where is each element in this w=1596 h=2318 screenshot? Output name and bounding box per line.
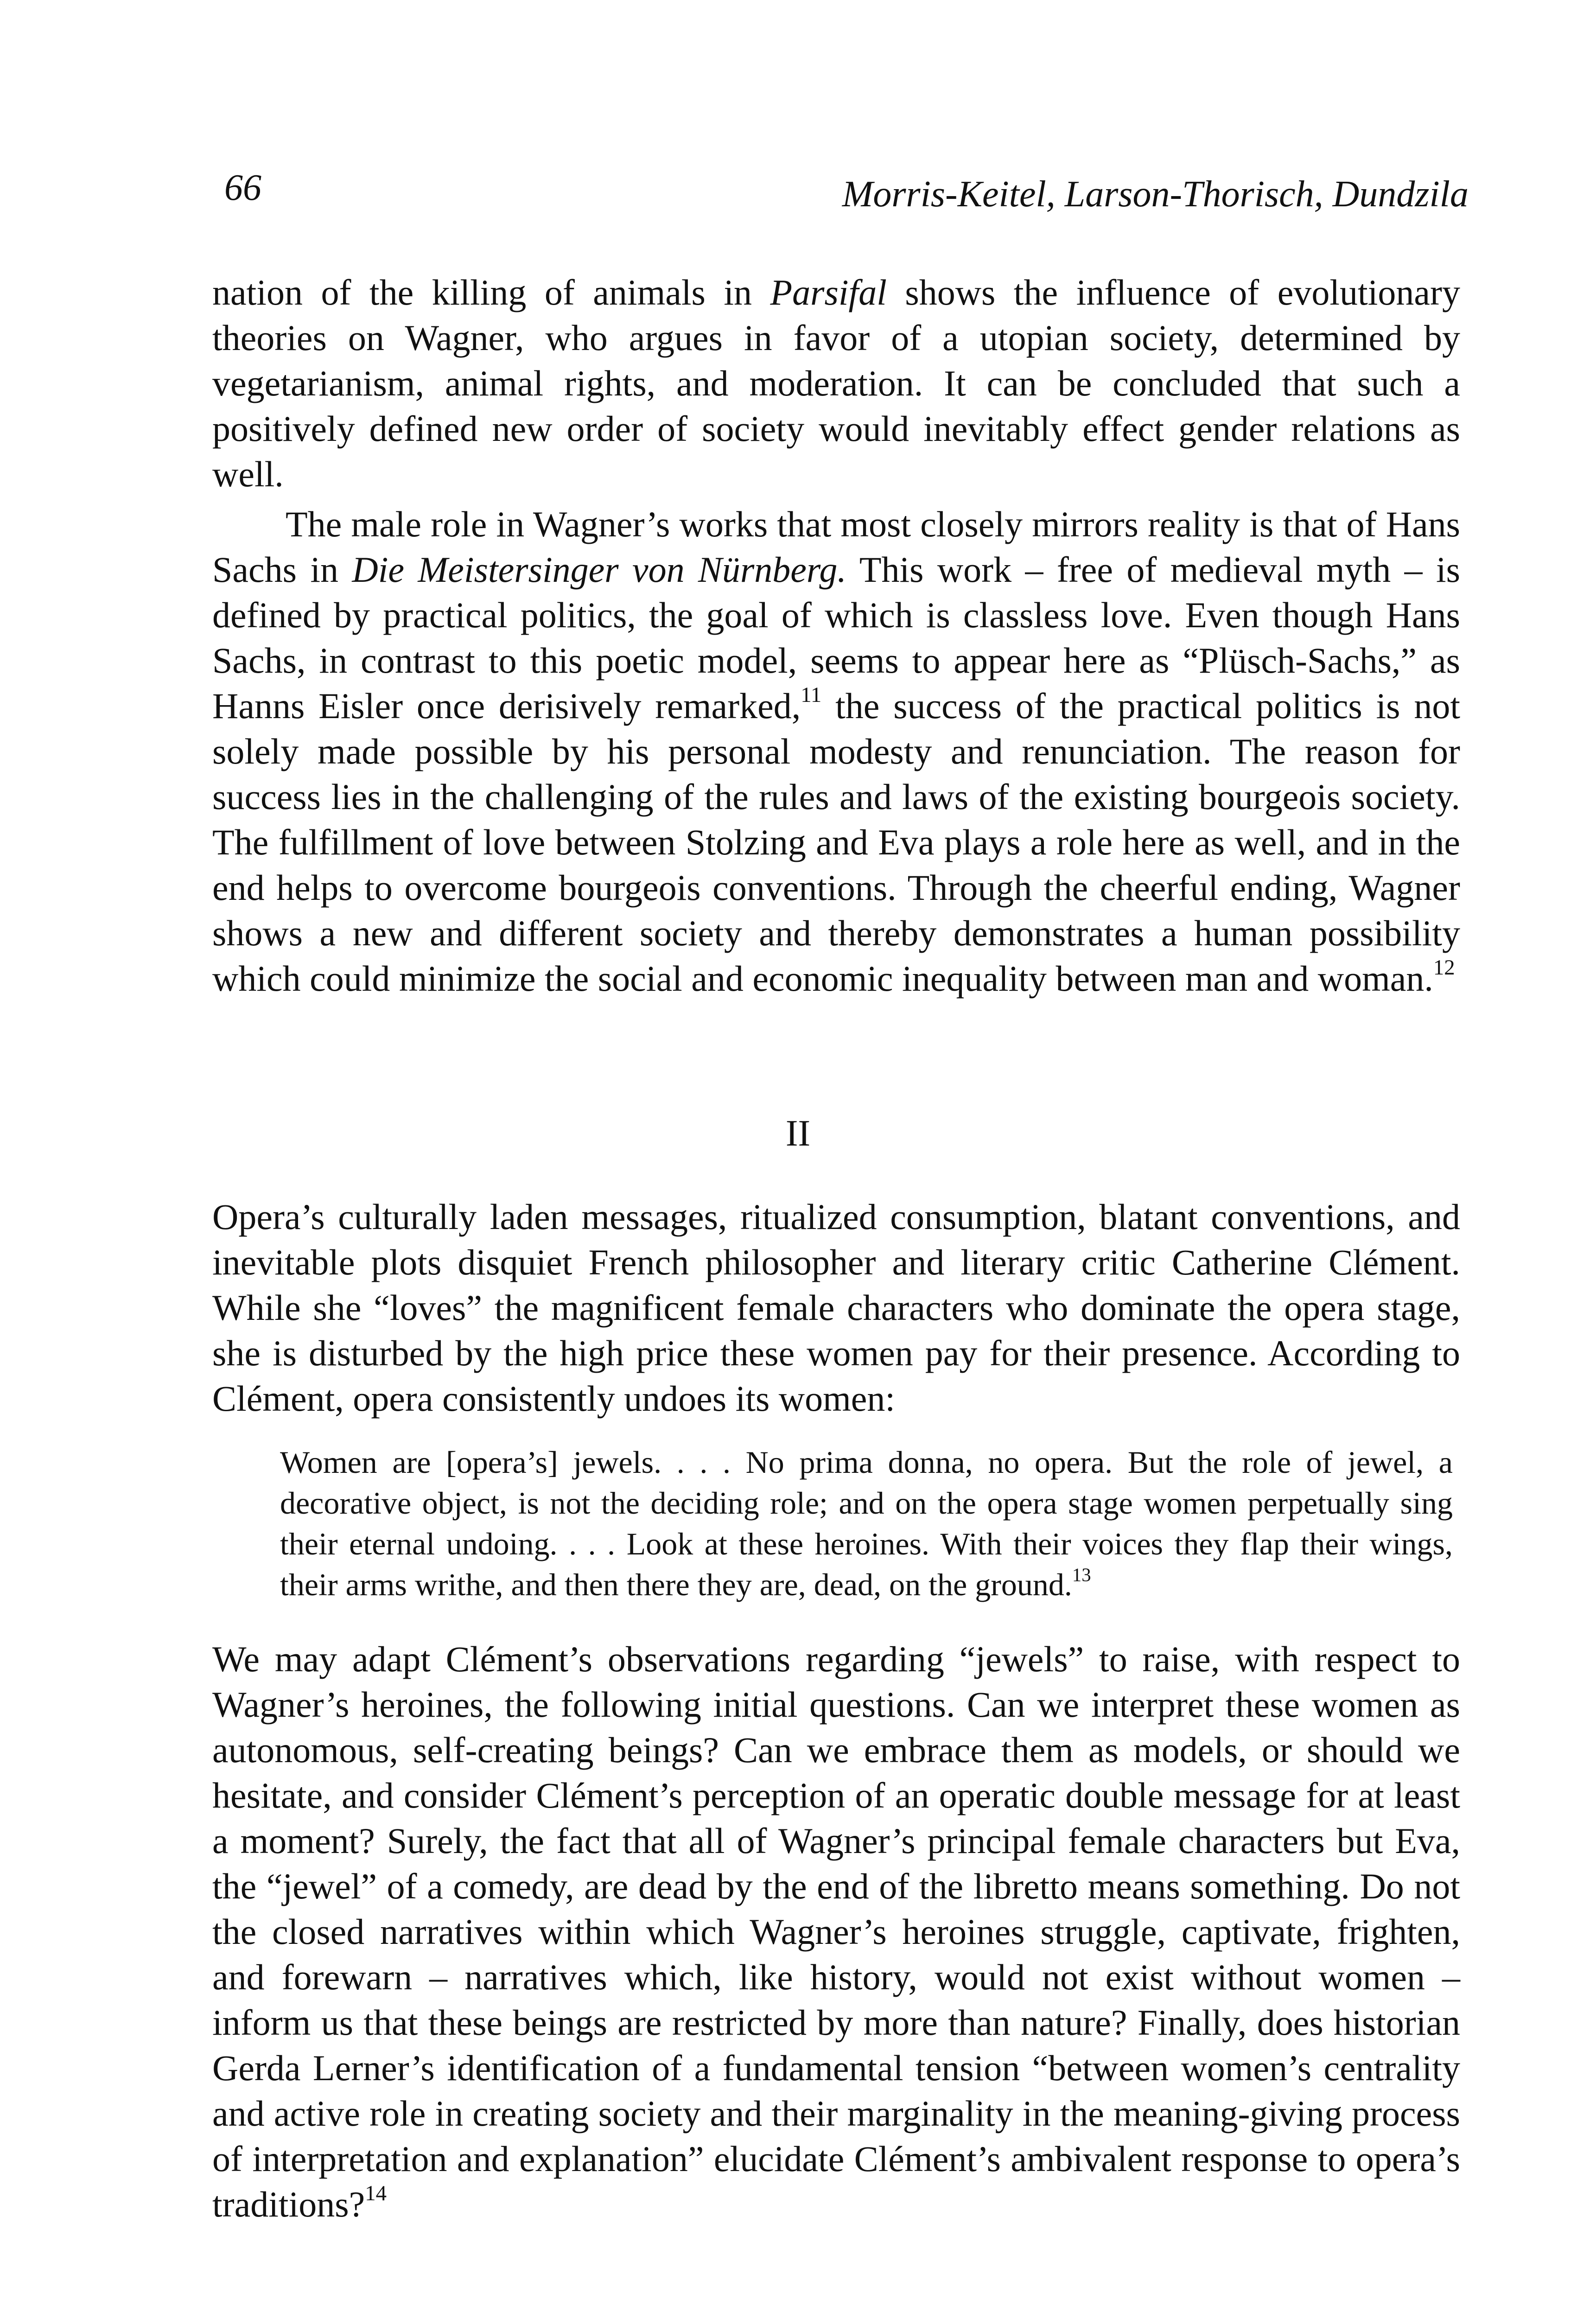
footnote-ref-13: 13 <box>1072 1564 1091 1586</box>
footnote-ref-14: 14 <box>365 2181 387 2205</box>
paragraph-2-text-start: The male role in Wagner’s works that most closely mirrors reality is that of Hans Sachs in <box>212 504 1460 590</box>
footnote-ref-12: 12 <box>1433 955 1455 980</box>
paragraph-2 <box>212 502 1460 1001</box>
paragraph-2-text-middle: This work – free of medieval myth – is defined by practical politics, the goal of which is classless love. Even though Hans Sachs, in contrast to this poetic model, seems to appear here as “Plüsch-Sachs,” as Hanns Eisler once derisively remarked, <box>212 549 1460 726</box>
page-header <box>217 167 1469 218</box>
paragraph-3 <box>212 1194 1460 1421</box>
paragraph-4-text: We may adapt Clément’s observations regarding “jewels” to raise, with respect to Wagner’s heroines, the following initial questions. Can we interpret these women as autonomous, self-creating beings? Can we embrace them as models, or should we hesitate, and consider Clément’s perception of an operatic double message for at least a moment? Surely, the fact that all of Wagner’s principal female characters but Eva, the “jewel” of a comedy, are dead by the end of the libretto means something. Do not the closed narratives within which Wagner’s heroines struggle, captivate, frighten, and forewarn – narratives which, like history, would not exist without women – inform us that these beings are restricted by more than nature? Finally, does historian Gerda Lerner’s identification of a fundamental tension “between women’s centrality and active role in creating society and their marginality in the meaning-giving process of interpretation and explanation” elucidate Clément’s ambivalent response to opera’s traditions? <box>212 1639 1460 2224</box>
paragraph-2-text-end: the success of the practical politics is not solely made possible by his personal modesty and renunciation. The reason for success lies in the challenging of the rules and laws of the existing bourgeois society. The fulfillment of love between Stolzing and Eva plays a role here as well, and in the end helps to overcome bourgeois conventions. Through the cheerful ending, Wagner shows a new and different society and thereby demonstrates a human possibility which could minimize the social and economic inequality between man and woman. <box>212 686 1461 999</box>
block-quote <box>280 1442 1453 1605</box>
block-quote-text: Women are [opera’s] jewels. . . . No prima donna, no opera. But the role of jewel, a decorative object, is not the deciding role; and on the opera stage women perpetually sing their eternal undoing. . . . Look at these heroines. With their voices they flap their wings, their arms writhe, and then there they are, dead, on the ground. <box>280 1445 1453 1602</box>
paragraph-1-text-end: shows the influence of evolutionary theories on Wagner, who argues in favor of a utopian society, determined by vegetarianism, animal rights, and moderation. It can be concluded that such a positively defined new order of society would inevitably effect gender relations as well. <box>212 272 1460 494</box>
paragraph-3-text: Opera’s culturally laden messages, ritualized consumption, blatant conventions, and inevitable plots disquiet French philosopher and literary critic Catherine Clément. While she “loves” the magnificent female characters who dominate the opera stage, she is disturbed by the high price these women pay for their presence. According to Clément, opera consistently undoes its women: <box>212 1197 1460 1419</box>
page-number: 66 <box>224 167 261 208</box>
section-heading: II <box>785 1113 811 1154</box>
footnote-ref-11: 11 <box>801 682 822 707</box>
paragraph-1-text-start: nation of the killing of animals in <box>212 272 770 312</box>
work-title-meistersinger: Die Meistersinger von Nürnberg. <box>352 549 846 590</box>
work-title-parsifal: Parsifal <box>770 272 887 312</box>
paragraph-1 <box>212 270 1460 497</box>
paragraph-4 <box>212 1637 1460 2227</box>
running-head: Morris-Keitel, Larson-Thorisch, Dundzila <box>842 174 1469 215</box>
